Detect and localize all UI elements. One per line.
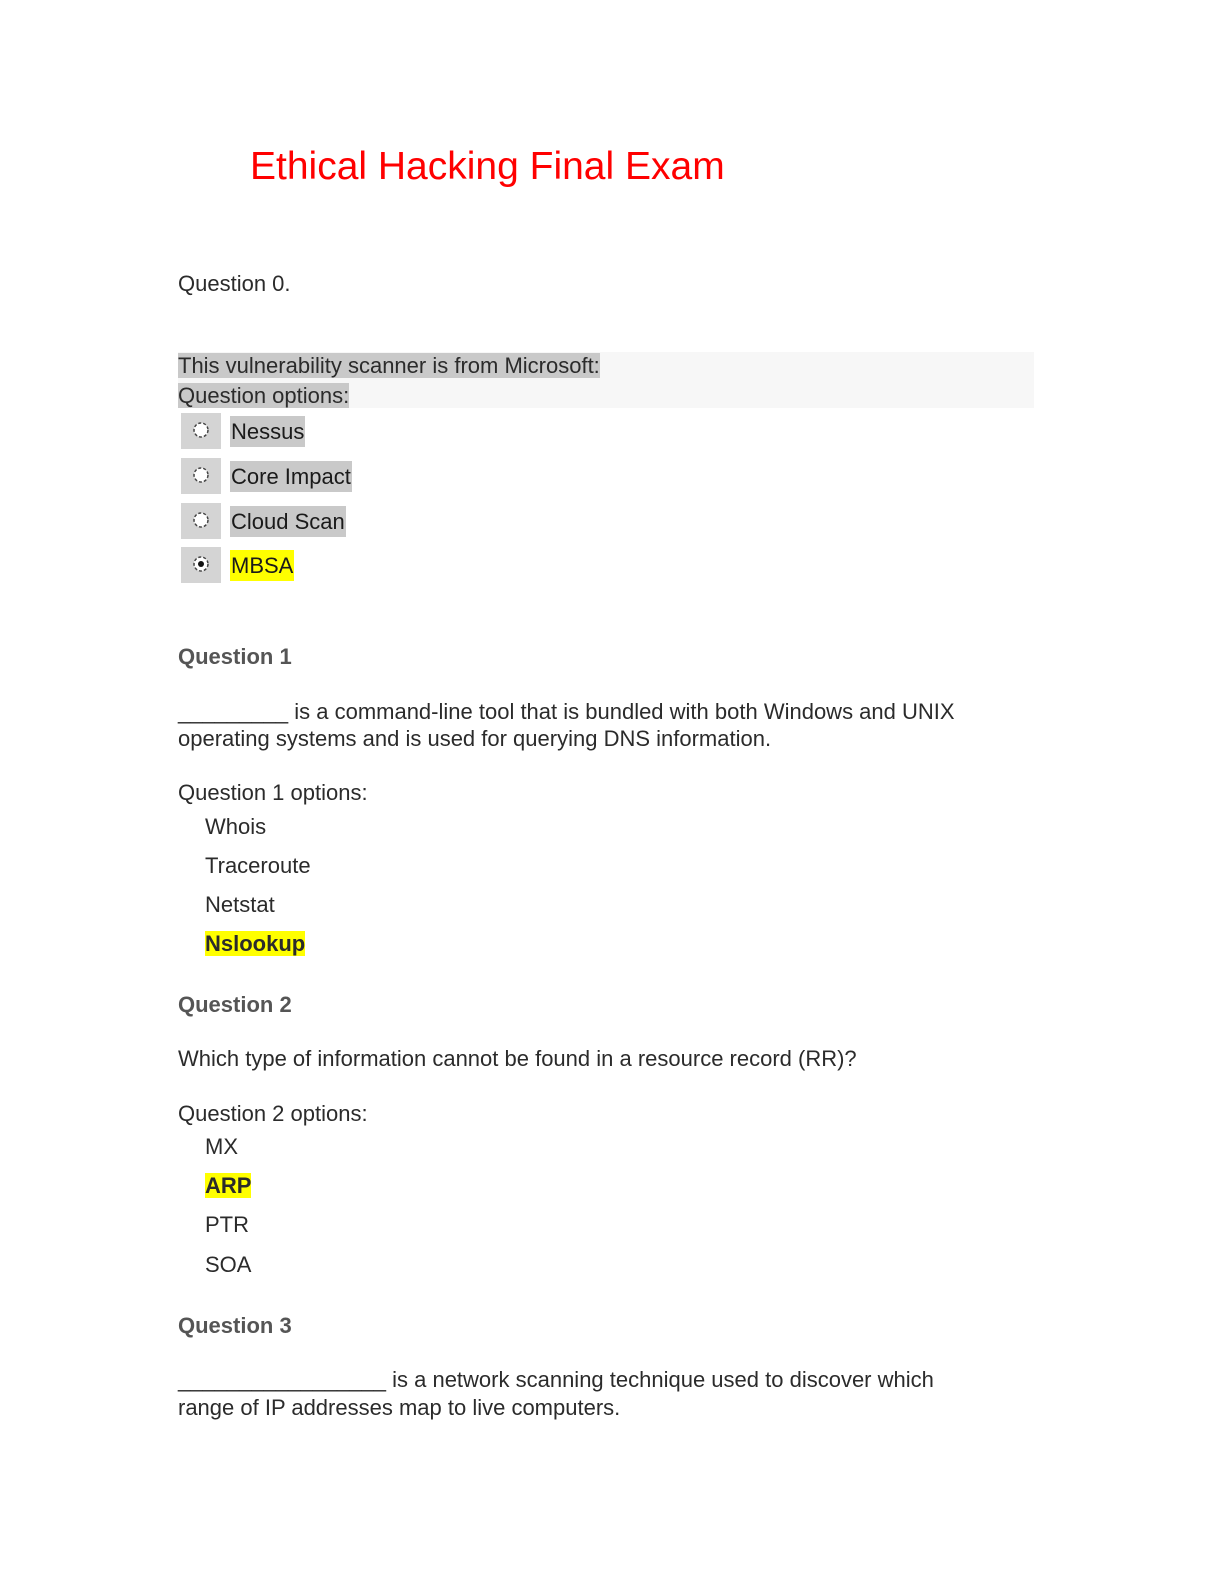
question-3-prompt-line2: range of IP addresses map to live computers. xyxy=(178,1395,621,1420)
option-mbsa-label: MBSA xyxy=(230,550,294,581)
question-1-prompt-line1: _________ is a command-line tool that is bundled with both Windows and UNIX xyxy=(178,699,955,724)
question-2-options-label: Question 2 options: xyxy=(178,1101,368,1126)
radio-checked-icon xyxy=(192,555,210,573)
option-mbsa-radio[interactable] xyxy=(181,547,221,583)
question-1-options-label: Question 1 options: xyxy=(178,780,368,805)
question-0-prompt xyxy=(178,352,600,379)
q1-option-whois: Whois xyxy=(205,814,267,839)
question-3-heading: Question 3 xyxy=(178,1313,292,1338)
question-0-options-label: Question options: xyxy=(178,383,350,408)
option-core-impact-label: Core Impact xyxy=(230,461,352,492)
question-3-prompt-line1: _________________ is a network scanning technique used to discover which xyxy=(178,1367,934,1392)
question-1-prompt-line2: operating systems and is used for querying DNS information. xyxy=(178,726,772,751)
document-title: Ethical Hacking Final Exam xyxy=(250,145,725,188)
radio-unchecked-icon xyxy=(192,466,210,484)
q1-option-nslookup: Nslookup xyxy=(205,931,306,956)
q2-option-soa: SOA xyxy=(205,1252,252,1277)
radio-unchecked-icon xyxy=(192,421,210,439)
q1-option-nslookup-row xyxy=(205,930,305,957)
question-0-heading: Question 0. xyxy=(178,271,291,296)
question-1-heading: Question 1 xyxy=(178,644,292,669)
option-nessus-label: Nessus xyxy=(230,416,305,447)
radio-unchecked-icon xyxy=(192,511,210,529)
q1-option-netstat: Netstat xyxy=(205,892,275,917)
option-cloud-scan-label: Cloud Scan xyxy=(230,506,346,537)
q2-option-mx: MX xyxy=(205,1134,238,1159)
question-0-options-label-row xyxy=(178,382,349,409)
option-nessus-radio[interactable] xyxy=(181,413,221,449)
question-2-prompt: Which type of information cannot be found in a resource record (RR)? xyxy=(178,1046,857,1071)
question-0-prompt-text: This vulnerability scanner is from Microsoft: xyxy=(178,353,600,378)
question-2-heading: Question 2 xyxy=(178,992,292,1017)
q1-option-traceroute: Traceroute xyxy=(205,853,311,878)
option-core-impact-radio[interactable] xyxy=(181,458,221,494)
q2-option-ptr: PTR xyxy=(205,1212,249,1237)
q2-option-arp-row xyxy=(205,1172,251,1199)
q2-option-arp: ARP xyxy=(205,1173,252,1198)
option-cloud-scan-radio[interactable] xyxy=(181,503,221,539)
